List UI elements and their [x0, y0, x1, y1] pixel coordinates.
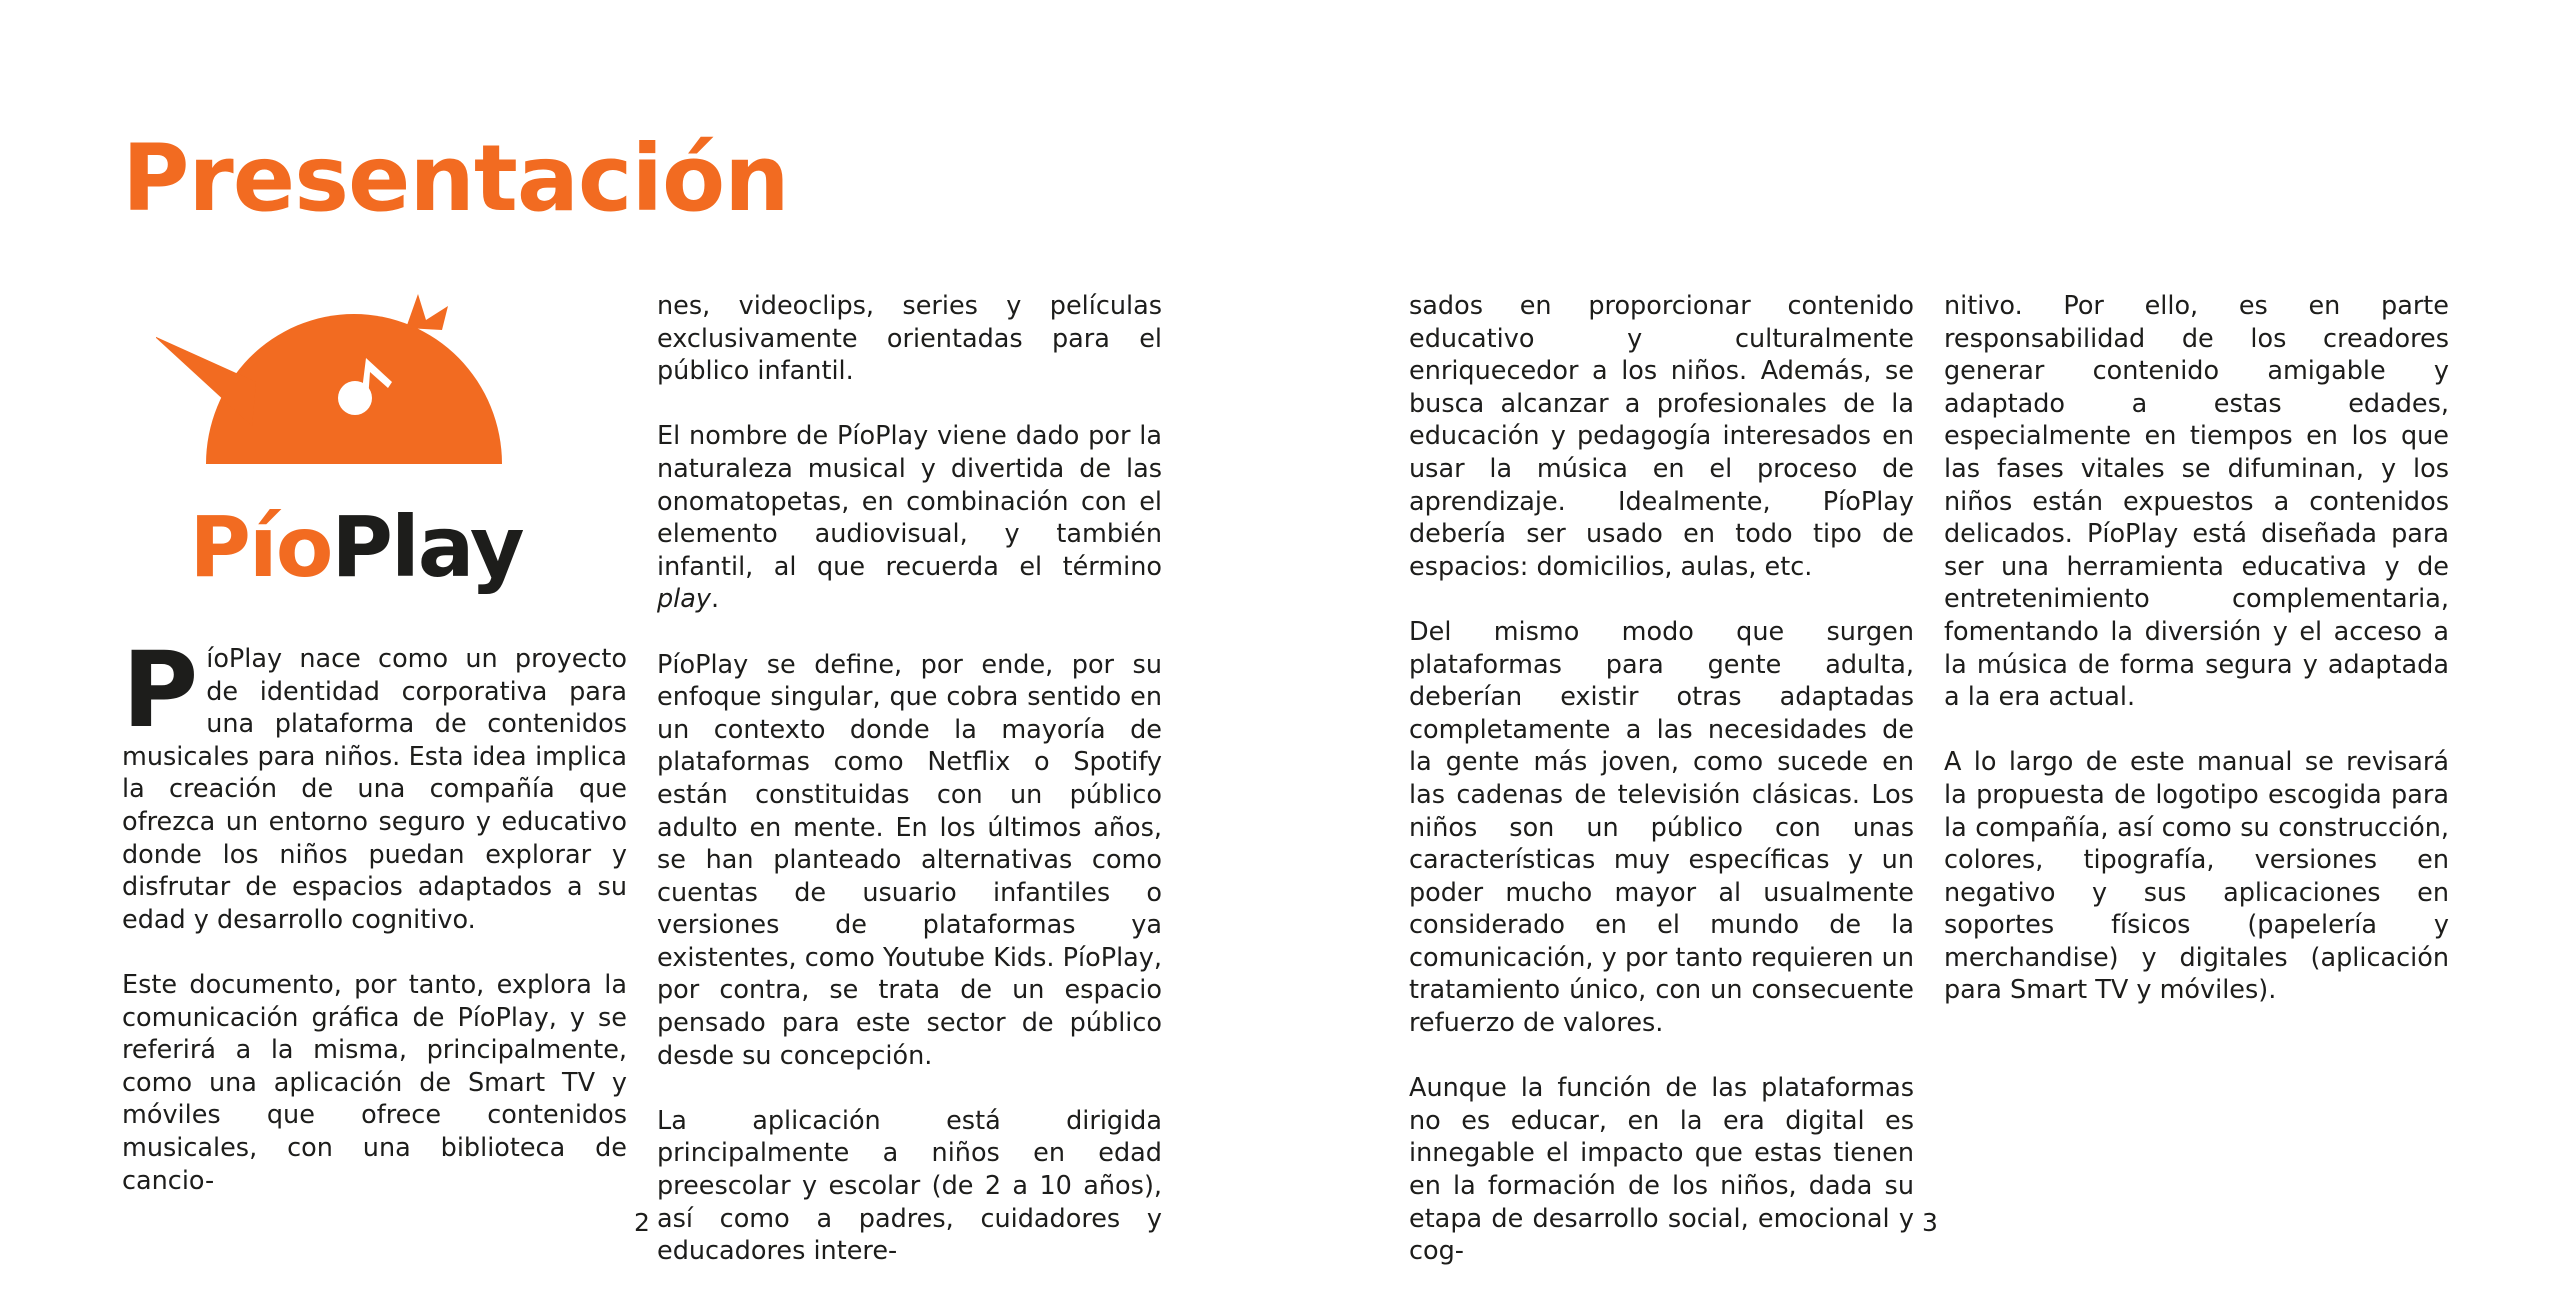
paragraph-text: íoPlay nace como un proyecto de identidad corporativa para una plataforma de contenidos musicales para niños. Esta idea implica la creación de una compañía que ofrezca un entorno seguro y educativo donde los niños puedan explorar y disfrutar de espacios adaptados a su edad y desarrollo cognitivo.: [122, 644, 627, 935]
paragraph: nes, videoclips, series y películas exclusivamente orientadas para el público infantil.: [657, 291, 1162, 387]
intro-paragraph: [122, 629, 627, 936]
paragraph: Este documento, por tanto, explora la comunicación gráfica de PíoPlay, y se referirá a la misma, principalmente, como una aplicación de Smart TV y móviles que ofrece contenidos musicales, con una biblioteca de cancio-: [122, 969, 627, 1196]
paragraph-text: .: [711, 584, 720, 615]
paragraph: nitivo. Por ello, es en parte responsabilidad de los creadores generar contenido amigable y adaptado a estas edades, especialmente en tiempos en los que las fases vitales se difuminan, y los niños están expuestos a contenidos delicados. PíoPlay está diseñada para ser una herramienta educativa y de entretenimiento complementaria, fomentando la diversión y el acceso a la música de forma segura y adaptada a la era actual.: [1944, 291, 2449, 713]
page-number-left: 2: [634, 1208, 650, 1237]
page-title: Presentación: [122, 125, 789, 232]
paragraph: Del mismo modo que surgen plataformas para gente adulta, deberían existir otras adaptadas completamente a las necesidades de la gente más joven, como sucede en las cadenas de televisión clásicas. Los niños son un público con unas características muy específicas y un poder mucho mayor al usualmente considerado en el mundo de la comunicación, y por tanto requieren un tratamiento único, con un consecuente refuerzo de valores.: [1409, 616, 1914, 1039]
logo-wordmark-play: Play: [331, 498, 523, 596]
page-number-right: 3: [1922, 1208, 1938, 1237]
emphasis-term: play: [657, 584, 711, 615]
paragraph: A lo largo de este manual se revisará la propuesta de logotipo escogida para la compañía, así como su construcción, colores, tipografía, versiones en negativo y sus aplicaciones en soportes físicos (papelería y merchandise) y digitales (aplicación para Smart TV y móviles).: [1944, 747, 2449, 1006]
dropcap: P: [122, 629, 199, 751]
bird-music-note-icon: [156, 294, 502, 464]
paragraph: Aunque la función de las plataformas no es educar, en la era digital es innegable el impacto que estas tienen en la formación de los niños, dada su etapa de desarrollo social, emocional y cog-: [1409, 1073, 1914, 1267]
paragraph-text: El nombre de PíoPlay viene dado por la naturaleza musical y divertida de las onomatopetas, en combinación con el elemento audiovisual, y también infantil, al que recuerda el término: [657, 421, 1162, 582]
paragraph: La aplicación está dirigida principalmente a niños en edad preescolar y escolar (de 2 a 10 años), así como a padres, cuidadores y educadores intere-: [657, 1105, 1162, 1267]
pioplay-logo: [156, 286, 556, 606]
text-column-1: [122, 629, 627, 1230]
paragraph: [657, 420, 1162, 616]
text-column-2: [657, 290, 1162, 1300]
paragraph: PíoPlay se define, por ende, por su enfoque singular, que cobra sentido en un contexto donde la mayoría de plataformas como Netflix o Spotify están constituidas con un público adulto en mente. En los últimos años, se han planteado alternativas como cuentas de usuario infantiles o versiones de plataformas ya existentes, como Youtube Kids. PíoPlay, por contra, se trata de un espacio pensado para este sector de público desde su concepción.: [657, 649, 1162, 1071]
paragraph: sados en proporcionar contenido educativo y culturalmente enriquecedor a los niños. Además, se busca alcanzar a profesionales de la educación y pedagogía interesados en usar la música en el proceso de aprendizaje. Idealmente, PíoPlay debería ser usado en todo tipo de espacios: domicilios, aulas, etc.: [1409, 291, 1914, 582]
svg-text:PíoPlay: [189, 498, 524, 596]
text-column-4: [1944, 290, 2449, 1040]
text-column-3: [1409, 290, 1914, 1300]
logo-wordmark-pio: Pío: [189, 498, 332, 596]
